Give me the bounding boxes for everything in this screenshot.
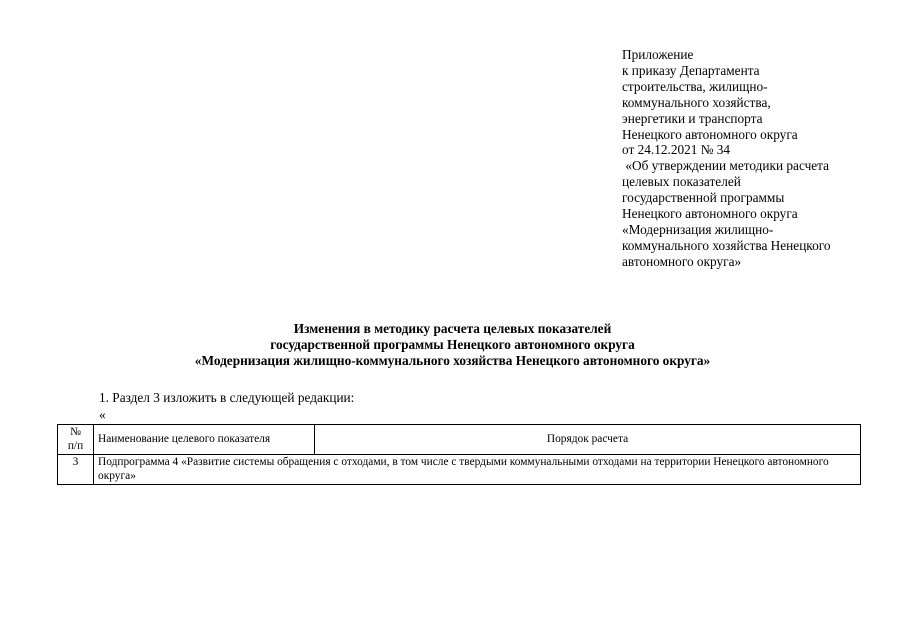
appendix-line: «Об утверждении методики расчета	[622, 158, 830, 174]
table-header-row	[58, 425, 861, 455]
appendix-line: энергетики и транспорта	[622, 110, 763, 126]
methods-table	[57, 424, 861, 485]
row-subprogram: Подпрограмма 4 «Развитие системы обращения с отходами, в том числе с твердыми коммунальными отходами на территории Ненецкого автономного округа»	[94, 455, 861, 485]
appendix-line: Ненецкого автономного округа	[622, 126, 798, 142]
appendix-line: «Модернизация жилищно-	[622, 221, 774, 237]
table-row	[58, 455, 861, 485]
appendix-line: Ненецкого автономного округа	[622, 206, 798, 222]
header-calculation-order: Порядок расчета	[315, 425, 861, 455]
appendix-line: целевых показателей	[622, 174, 741, 190]
appendix-line: коммунального хозяйства Ненецкого	[622, 237, 831, 253]
header-indicator-name: Наименование целевого показателя	[94, 425, 315, 455]
appendix-block	[622, 47, 882, 270]
appendix-line: Приложение	[622, 47, 694, 62]
header-num-line1: №	[70, 426, 81, 438]
section-instruction: 1. Раздел 3 изложить в следующей редакции:	[99, 390, 355, 405]
appendix-line: к приказу Департамента	[622, 62, 760, 78]
opening-quote: «	[99, 407, 106, 422]
title-line: «Модернизация жилищно-коммунального хозяйства Ненецкого автономного округа»	[194, 353, 711, 368]
appendix-line: автономного округа»	[622, 253, 742, 269]
header-num-line2: п/п	[67, 439, 84, 452]
row-num: 3	[58, 455, 94, 485]
header-num	[58, 425, 94, 455]
title-line: Изменения в методику расчета целевых показателей	[293, 321, 612, 336]
appendix-line: государственной программы	[622, 190, 785, 206]
appendix-line: от 24.12.2021 № 34	[622, 142, 731, 158]
appendix-line: строительства, жилищно-	[622, 78, 768, 94]
title-line: государственной программы Ненецкого автономного округа	[270, 337, 635, 352]
appendix-line: коммунального хозяйства,	[622, 94, 771, 110]
document-title	[0, 321, 905, 369]
